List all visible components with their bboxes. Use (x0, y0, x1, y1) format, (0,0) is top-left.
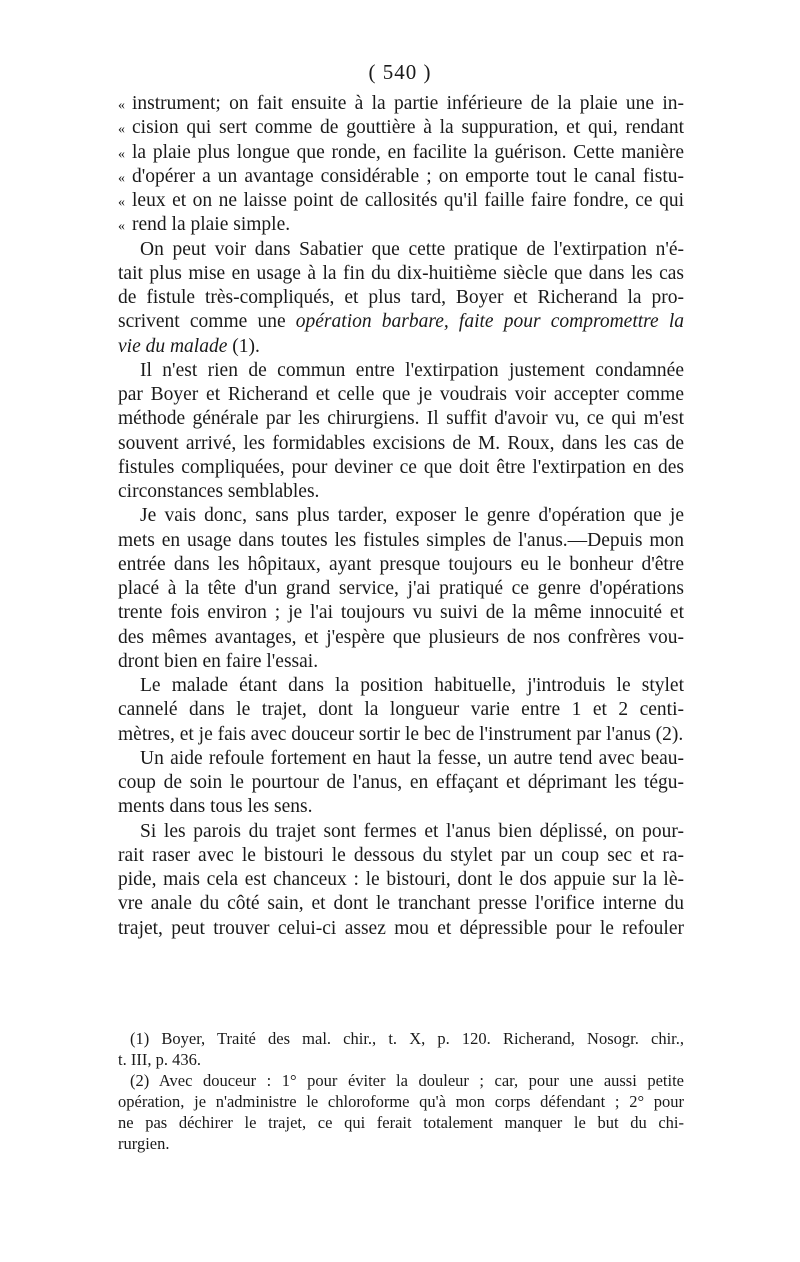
text-line: mets en usage dans toutes les fistules simples de l'anus.—Depuis mon (118, 529, 684, 551)
quote-mark: « (118, 219, 125, 235)
text-line: « la plaie plus longue que ronde, en facilite la guérison. Cette manière (118, 141, 684, 165)
footnote-line: opération, je n'administre le chloroforme qu'à mon corps défendant ; 2° pour (118, 1092, 684, 1111)
text-line: vie du malade (1). (118, 335, 260, 357)
text-line: « cision qui sert comme de gouttière à la suppuration, et qui, rendant (118, 116, 684, 140)
quote-mark: « (118, 195, 125, 210)
text-line: méthode générale par les chirurgiens. Il suffit d'avoir vu, ce qui m'est (118, 408, 684, 430)
footnote-line: (2) Avec douceur : 1° pour éviter la douleur ; car, pour une aussi petite (130, 1071, 684, 1090)
text-line: Je vais donc, sans plus tarder, exposer le genre d'opération que je (140, 505, 684, 527)
text-line: des mêmes avantages, et j'espère que plusieurs de nos confrères vou- (118, 626, 684, 648)
text-line: pide, mais cela est chanceux : le bistouri, dont le dos appuie sur la lè- (118, 869, 684, 890)
text-line: de fistule très-compliqués, et plus tard, Boyer et Richerand la pro- (118, 287, 684, 308)
text-line: cannelé dans le trajet, dont la longueur varie entre 1 et 2 centi- (118, 699, 684, 721)
text-line: « leux et on ne laisse point de callosités qu'il faille faire fondre, ce qui (118, 189, 684, 213)
text-line: Il n'est rien de commun entre l'extirpation justement condamnée (140, 359, 684, 381)
text-line: On peut voir dans Sabatier que cette pratique de l'extirpation n'é- (140, 238, 684, 260)
text-line: « rend la plaie simple. (118, 213, 684, 237)
footnote-line: rurgien. (118, 1134, 170, 1153)
italic-phrase: opération barbare, faite pour compromettre la (295, 311, 684, 333)
text-line: scrivent comme une opération barbare, faite pour compromettre la (118, 311, 684, 333)
italic-phrase: vie du malade (118, 335, 228, 357)
text-line: rait raser avec le bistouri le dessous du stylet par un coup sec et ra- (118, 844, 684, 866)
text-line: placé à la tête d'un grand service, j'ai pratiqué ce genre d'opérations (118, 578, 684, 599)
footnote-line: ne pas déchirer le trajet, ce qui ferait totalement manquer le but du chi- (118, 1113, 684, 1132)
footnote-line: t. III, p. 436. (118, 1050, 201, 1069)
footnotes (118, 1028, 684, 1154)
text-line: trajet, peut trouver celui-ci assez mou et dépressible pour le refouler (118, 917, 684, 939)
quote-mark: « (118, 170, 125, 186)
body-text (118, 92, 684, 941)
text-line: tait plus mise en usage à la fin du dix-huitième siècle que dans les cas (118, 262, 684, 284)
text-line: souvent arrivé, les formidables excisions de M. Roux, dans les cas de (118, 432, 684, 454)
text-line: ments dans tous les sens. (118, 796, 313, 818)
text-line: vre anale du côté sain, et dont le tranchant presse l'orifice interne du (118, 893, 684, 915)
footnote-line: (1) Boyer, Traité des mal. chir., t. X, p. 120. Richerand, Nosogr. chir., (130, 1029, 684, 1048)
text-line: trente fois environ ; je l'ai toujours vu suivi de la même innocuité et (118, 602, 684, 624)
text-line: entrée dans les hôpitaux, ayant presque toujours eu le bonheur d'être (118, 553, 684, 575)
text-line: dront bien en faire l'essai. (118, 650, 319, 672)
text-line: fistules compliquées, pour deviner ce que doit être l'extirpation en des (118, 456, 684, 478)
text-line: Si les parois du trajet sont fermes et l'anus bien déplissé, on pour- (140, 820, 684, 842)
text-line: « d'opérer a un avantage considérable ; on emporte tout le canal fistu- (118, 165, 684, 189)
quote-mark: « (118, 98, 125, 113)
text-line: Un aide refoule fortement en haut la fesse, un autre tend avec beau- (140, 747, 684, 769)
quote-mark: « (118, 122, 125, 138)
page-number: ( 540 ) (368, 60, 432, 84)
text-line: mètres, et je fais avec douceur sortir le bec de l'instrument par l'anus (2). (118, 723, 684, 745)
text-line: circonstances semblables. (118, 481, 320, 502)
text-line: par Boyer et Richerand et celle que je voudrais voir accepter comme (118, 384, 684, 405)
text-line: Le malade étant dans la position habituelle, j'introduis le stylet (140, 675, 684, 696)
text-line: coup de soin le pourtour de l'anus, en effaçant et déprimant les tégu- (118, 772, 684, 793)
text-line: « instrument; on fait ensuite à la partie inférieure de la plaie une in- (118, 92, 684, 116)
quote-mark: « (118, 146, 125, 162)
